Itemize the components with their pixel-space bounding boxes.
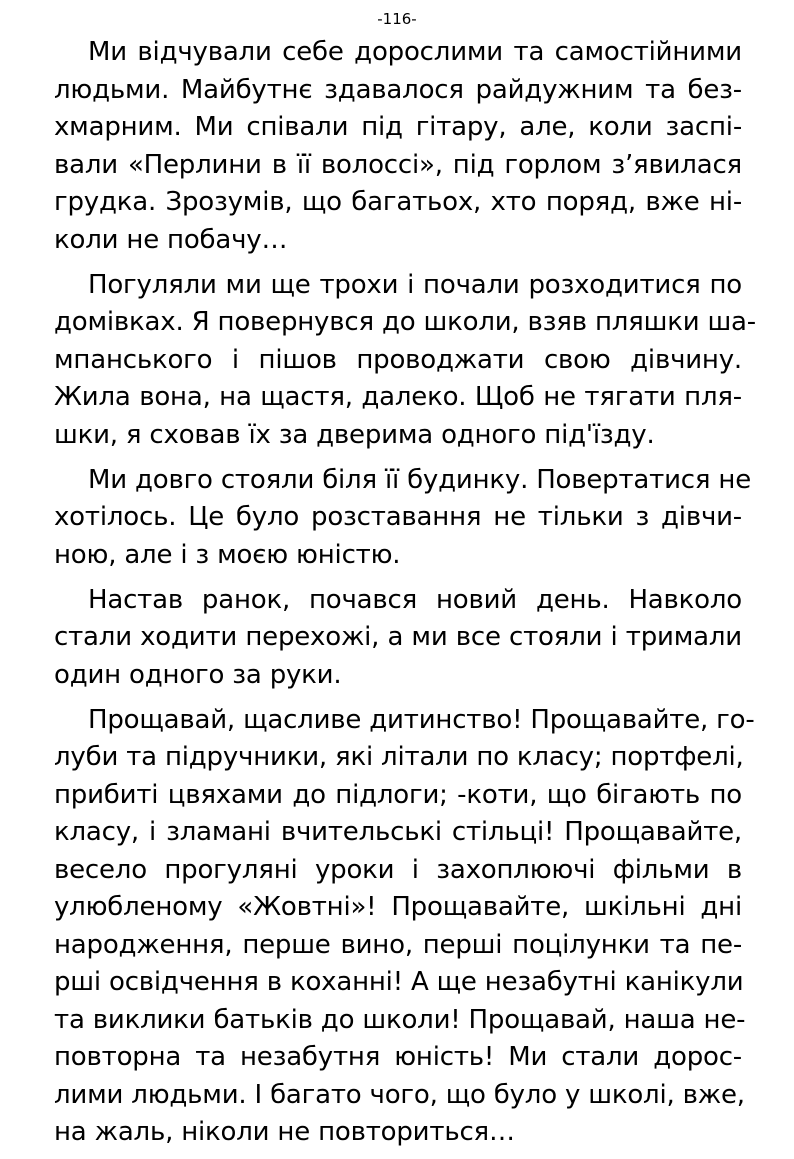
text-line: лими людьми. І багато чого, що було у школі, вже,	[54, 1079, 745, 1110]
text-line: шки, я сховав їх за дверима одного під'їзду.	[54, 419, 655, 450]
text-line: Настав ранок, почався новий день. Навколо	[88, 584, 742, 615]
text-line: улюбленому «Жовтні»! Прощавайте, шкільні дні	[54, 892, 742, 922]
text-line: людьми. Майбутнє здавалося райдужним та без-	[54, 74, 742, 105]
paragraph	[54, 462, 752, 575]
paragraph	[54, 582, 742, 695]
page-number: -116-	[377, 10, 417, 28]
text-line: грудка. Зрозумів, що багатьох, хто поряд, вже ні-	[54, 187, 742, 217]
text-line: Ми відчували себе дорослими та самостійними	[88, 37, 742, 67]
text-line: на жаль, ніколи не повториться…	[54, 1117, 515, 1147]
text-line: весело прогуляні уроки і захоплюючі фільми в	[54, 854, 742, 885]
text-line: хмарним. Ми співали під гітару, але, коли заспі-	[54, 112, 742, 142]
text-line: вали «Перлини в її волоссі», під горлом з’явилася	[54, 149, 742, 180]
paragraph	[54, 34, 742, 259]
text-line: рші освідчення в коханні! А ще незабутні канікули	[54, 967, 744, 997]
text-line: Ми довго стояли біля її будинку. Повертатися не	[88, 464, 752, 495]
paragraph	[54, 267, 756, 455]
body-text	[54, 34, 756, 1159]
text-line: та виклики батьків до школи! Прощавай, наша не-	[54, 1004, 746, 1035]
text-line: хотілось. Це було розставання не тільки з дівчи-	[54, 502, 742, 532]
text-line: Жила вона, на щастя, далеко. Щоб не тягати пля-	[54, 382, 742, 412]
text-line: луби та підручники, які літали по класу; портфелі,	[54, 742, 744, 772]
text-line: стали ходити перехожі, а ми все стояли і тримали	[54, 622, 742, 652]
text-line: Погуляли ми ще трохи і почали розходитися по	[88, 269, 742, 300]
text-line: коли не побачу…	[54, 224, 288, 255]
text-line: один одного за руки.	[54, 659, 342, 690]
text-line: мпанського і пішов проводжати свою дівчину.	[54, 344, 742, 375]
text-line: ною, але і з моєю юністю.	[54, 539, 401, 570]
text-line: домівках. Я повернувся до школи, взяв пляшки ша-	[54, 307, 756, 337]
paragraph	[54, 702, 755, 1152]
text-line: народження, перше вино, перші поцілунки та пе-	[54, 929, 742, 960]
text-line: повторна та незабутня юність! Ми стали дорос-	[54, 1042, 742, 1072]
text-line: Прощавай, щасливе дитинство! Прощавайте, го-	[88, 704, 755, 735]
text-line: класу, і зламані вчительські стільці! Прощавайте,	[54, 817, 742, 847]
text-line: прибиті цвяхами до підлоги; -коти, що бігають по	[54, 779, 742, 810]
